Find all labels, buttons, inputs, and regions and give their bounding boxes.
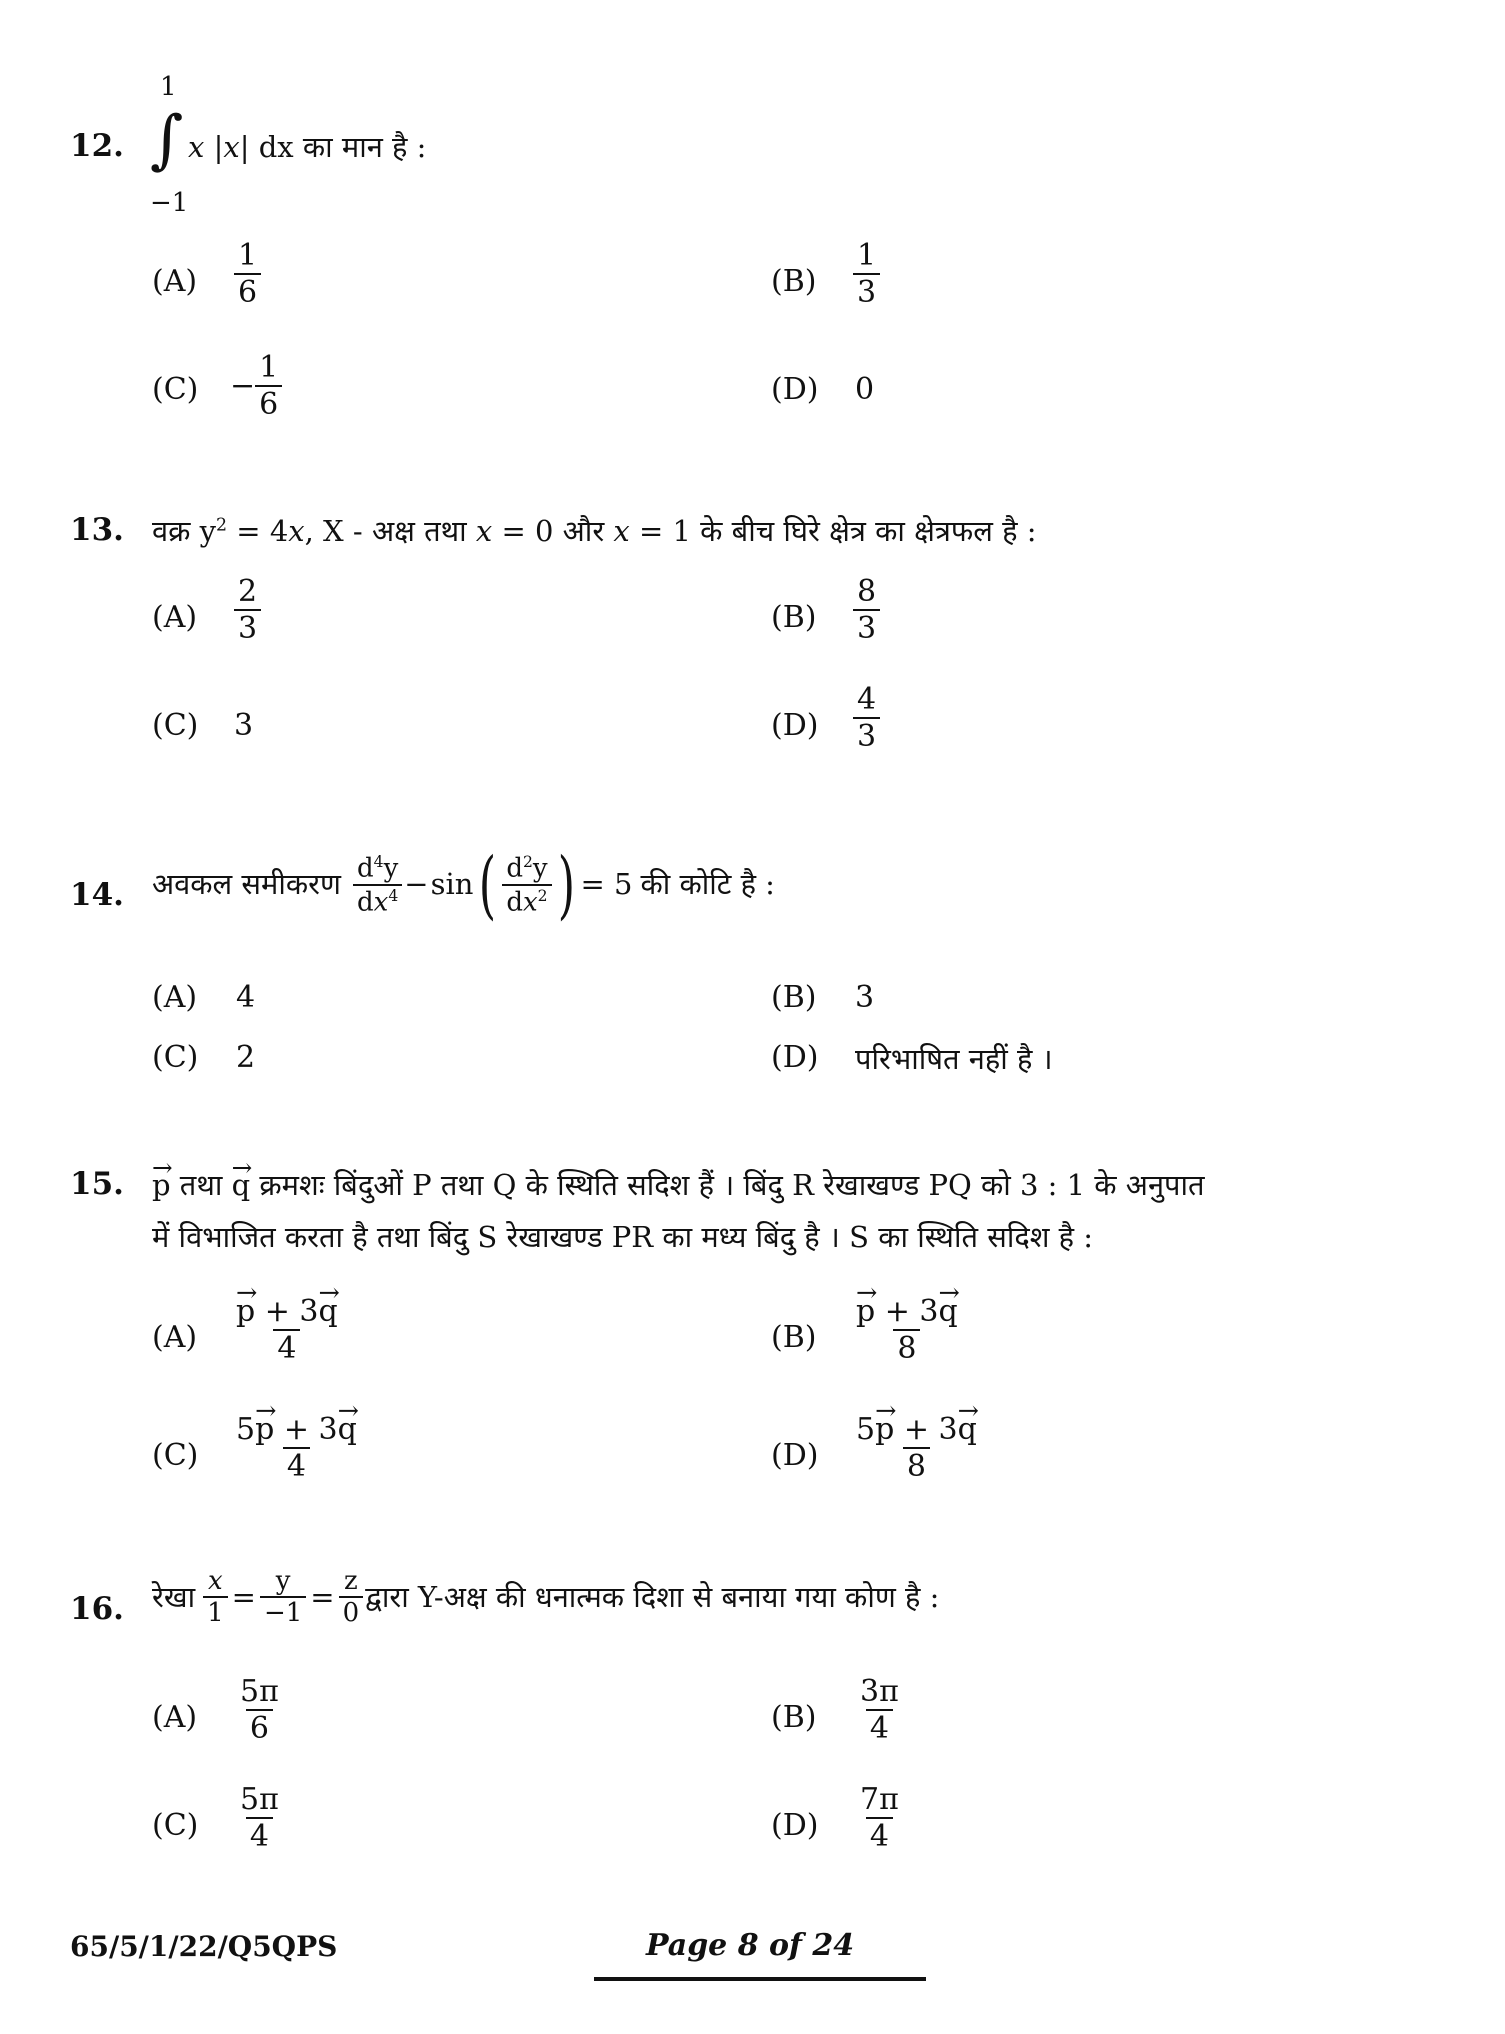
- option-b-label: (B): [771, 1320, 817, 1355]
- question-text-line-1: → p तथा → q क्रमशः बिंदुओं P तथा Q के स्थिति सदिश हैं । बिंदु R रेखाखण्ड PQ को 3 : 1 के अनुपात: [152, 1166, 1205, 1205]
- option-b-label: (B): [771, 1700, 817, 1735]
- question-number: 13.: [70, 512, 124, 548]
- option-c-value: 2: [236, 1040, 256, 1075]
- option-a-value: $\frac{1}{6}$: [234, 240, 261, 308]
- option-c-label: (C): [152, 1808, 199, 1843]
- option-a-value: → $\frac{p + 3\to q}{4}$: [232, 1296, 342, 1364]
- option-b-value: 3: [855, 980, 875, 1015]
- option-c-label: (C): [152, 372, 199, 407]
- option-d-label: (D): [771, 372, 819, 407]
- option-d-value: $\frac{7\pi}{4}$: [860, 1782, 899, 1854]
- option-c-label: (C): [152, 1040, 199, 1075]
- question-text: वक्र $y^2 = 4x$, X - अक्ष तथा x = 0 और x = 1 के बीच घिरे क्षेत्र का क्षेत्रफल है :: [152, 514, 1037, 548]
- option-d-label: (D): [771, 1438, 819, 1473]
- integral-upper-limit: 1: [160, 72, 177, 102]
- option-b-value: $\frac{8}{3}$: [853, 576, 880, 644]
- question-text: रेखा $\frac{x}{1}$ = $\frac{y}{-1}$ = $\frac{z}{0}$ द्वारा Y-अक्ष की धनात्मक दिशा से बनाया गया कोण है :: [152, 1566, 940, 1629]
- option-d-label: (D): [771, 1040, 819, 1075]
- option-c-value: $\frac{5\to p + 3\to q}{4}$: [232, 1414, 361, 1482]
- question-number: 16.: [70, 1591, 124, 1627]
- option-c-label: (C): [152, 1438, 199, 1473]
- option-d-value: $\frac{5\to p + 3\to q}{8}$: [852, 1414, 981, 1482]
- question-number: 14.: [70, 877, 124, 913]
- page-number: Page 8 of 24: [646, 1928, 855, 1963]
- fourth-derivative-fraction: $\frac{d^4y}{dx^4}$: [353, 854, 402, 917]
- second-derivative-fraction: $\frac{d^2y}{dx^2}$: [502, 854, 551, 917]
- option-d-label: (D): [771, 708, 819, 743]
- option-a-value: $\frac{2}{3}$: [234, 576, 261, 644]
- option-c-label: (C): [152, 708, 199, 743]
- option-b-label: (B): [771, 980, 817, 1015]
- option-b-label: (B): [771, 264, 817, 299]
- option-b-value: $\frac{1}{3}$: [853, 240, 880, 308]
- integral-lower-limit: −1: [150, 188, 189, 218]
- option-c-value: 3: [234, 708, 254, 743]
- option-c-value: − $\frac{1}{6}$: [230, 352, 282, 420]
- option-a-value: $\frac{5\pi}{6}$: [240, 1674, 279, 1746]
- option-a-label: (A): [152, 1700, 198, 1735]
- option-a-label: (A): [152, 1320, 198, 1355]
- question-text: अवकल समीकरण $\frac{d^4y}{dx^4}$ − sin ( $\frac{d^2y}{dx^2}$ ) = 5 की कोटि है :: [152, 842, 775, 928]
- option-a-value: 4: [236, 980, 256, 1015]
- option-d-value: 0: [855, 372, 875, 407]
- paper-code: 65/5/1/22/Q5QPS: [70, 1930, 338, 1963]
- option-c-value: $\frac{5\pi}{4}$: [240, 1782, 279, 1854]
- option-a-label: (A): [152, 264, 198, 299]
- option-b-label: (B): [771, 600, 817, 635]
- option-a-label: (A): [152, 980, 198, 1015]
- option-a-label: (A): [152, 600, 198, 635]
- question-text-line-2: में विभाजित करता है तथा बिंदु S रेखाखण्ड PR का मध्य बिंदु है । S का स्थिति सदिश है :: [152, 1220, 1094, 1254]
- question-number: 15.: [70, 1166, 124, 1202]
- option-d-value: परिभाषित नहीं है ।: [855, 1042, 1053, 1076]
- option-d-label: (D): [771, 1808, 819, 1843]
- integral-symbol: ∫: [150, 103, 184, 177]
- option-d-value: $\frac{4}{3}$: [853, 684, 880, 752]
- option-b-value: → $\frac{p + 3\to q}{8}$: [852, 1296, 962, 1364]
- question-text: x |x| dx का मान है :: [188, 130, 427, 164]
- page-number-underline: [594, 1977, 926, 1981]
- question-number: 12.: [70, 128, 124, 164]
- option-b-value: $\frac{3\pi}{4}$: [860, 1674, 899, 1746]
